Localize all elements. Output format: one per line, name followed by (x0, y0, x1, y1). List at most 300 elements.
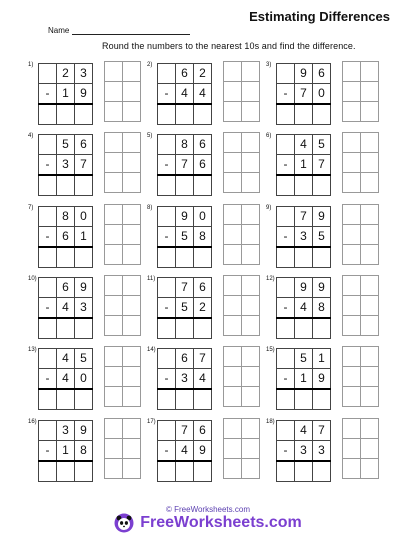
problem-17 (147, 419, 267, 482)
problem-number: 2) (147, 62, 153, 68)
problem-1 (28, 62, 148, 125)
estimate-cell[interactable] (105, 62, 123, 82)
estimate-cell[interactable] (343, 82, 361, 102)
answer-cell[interactable] (75, 104, 93, 125)
estimate-cell[interactable] (105, 347, 123, 367)
bottom-tens-digit: 4 (176, 441, 194, 462)
bottom-ones-digit: 8 (194, 227, 212, 248)
estimate-cell[interactable] (224, 439, 242, 459)
top-tens-digit: 4 (57, 349, 75, 369)
estimate-cell[interactable] (123, 439, 141, 459)
estimate-cell[interactable] (105, 173, 123, 193)
minus-sign: - (39, 227, 57, 248)
answer-cell[interactable] (176, 104, 194, 125)
top-ones-digit: 9 (313, 207, 331, 227)
subtraction-grid (276, 63, 331, 125)
estimate-cell[interactable] (343, 133, 361, 153)
estimate-cell[interactable] (361, 133, 379, 153)
estimate-cell[interactable] (361, 419, 379, 439)
answer-cell[interactable] (176, 389, 194, 410)
bottom-tens-digit: 6 (57, 227, 75, 248)
estimate-cell[interactable] (224, 367, 242, 387)
answer-cell[interactable] (313, 247, 331, 268)
problem-number: 7) (28, 205, 34, 211)
brand-name[interactable]: FreeWorksheets.com (140, 514, 302, 531)
answer-cell[interactable] (158, 175, 176, 196)
answer-cell[interactable] (158, 104, 176, 125)
problem-number: 17) (147, 419, 156, 425)
estimate-cell[interactable] (242, 347, 260, 367)
empty-cell (277, 421, 295, 441)
estimate-grid (223, 132, 260, 193)
top-ones-digit: 6 (194, 421, 212, 441)
estimate-grid (342, 204, 379, 265)
bottom-ones-digit: 4 (194, 369, 212, 390)
minus-sign: - (158, 227, 176, 248)
empty-cell (277, 207, 295, 227)
estimate-cell[interactable] (123, 387, 141, 407)
estimate-cell[interactable] (123, 153, 141, 173)
estimate-cell[interactable] (105, 439, 123, 459)
estimate-cell[interactable] (105, 82, 123, 102)
answer-cell[interactable] (75, 247, 93, 268)
answer-cell[interactable] (194, 461, 212, 482)
estimate-cell[interactable] (242, 276, 260, 296)
estimate-cell[interactable] (343, 276, 361, 296)
subtraction-grid (276, 206, 331, 268)
estimate-cell[interactable] (242, 153, 260, 173)
top-ones-digit: 5 (313, 135, 331, 155)
estimate-cell[interactable] (105, 459, 123, 479)
empty-cell (158, 349, 176, 369)
top-ones-digit: 0 (194, 207, 212, 227)
answer-cell[interactable] (295, 389, 313, 410)
empty-cell (277, 64, 295, 84)
problem-3 (266, 62, 386, 125)
problem-2 (147, 62, 267, 125)
footer-brand (0, 513, 416, 533)
empty-cell (39, 64, 57, 84)
estimate-cell[interactable] (105, 245, 123, 265)
problem-10 (28, 276, 148, 339)
estimate-grid (223, 346, 260, 407)
bottom-ones-digit: 6 (194, 155, 212, 176)
estimate-cell[interactable] (242, 173, 260, 193)
estimate-cell[interactable] (242, 205, 260, 225)
minus-sign: - (39, 441, 57, 462)
subtraction-grid (38, 277, 93, 339)
estimate-cell[interactable] (224, 459, 242, 479)
minus-sign: - (277, 298, 295, 319)
estimate-cell[interactable] (224, 387, 242, 407)
bottom-tens-digit: 7 (176, 155, 194, 176)
top-tens-digit: 8 (57, 207, 75, 227)
estimate-cell[interactable] (361, 459, 379, 479)
empty-cell (277, 278, 295, 298)
empty-cell (158, 64, 176, 84)
estimate-cell[interactable] (361, 102, 379, 122)
answer-cell[interactable] (57, 389, 75, 410)
estimate-cell[interactable] (224, 82, 242, 102)
estimate-cell[interactable] (242, 316, 260, 336)
answer-cell[interactable] (39, 104, 57, 125)
estimate-cell[interactable] (361, 153, 379, 173)
estimate-cell[interactable] (242, 459, 260, 479)
top-tens-digit: 6 (176, 64, 194, 84)
answer-cell[interactable] (176, 247, 194, 268)
top-ones-digit: 6 (194, 135, 212, 155)
estimate-cell[interactable] (105, 419, 123, 439)
estimate-cell[interactable] (123, 225, 141, 245)
estimate-cell[interactable] (343, 459, 361, 479)
top-tens-digit: 6 (57, 278, 75, 298)
answer-cell[interactable] (57, 461, 75, 482)
answer-cell[interactable] (75, 389, 93, 410)
estimate-cell[interactable] (242, 133, 260, 153)
top-tens-digit: 7 (176, 278, 194, 298)
estimate-cell[interactable] (224, 62, 242, 82)
answer-cell[interactable] (295, 104, 313, 125)
answer-cell[interactable] (295, 175, 313, 196)
estimate-cell[interactable] (242, 82, 260, 102)
minus-sign: - (277, 369, 295, 390)
estimate-cell[interactable] (343, 347, 361, 367)
subtraction-grid (157, 206, 212, 268)
answer-cell[interactable] (277, 318, 295, 339)
answer-cell[interactable] (313, 389, 331, 410)
estimate-cell[interactable] (343, 296, 361, 316)
answer-cell[interactable] (313, 461, 331, 482)
answer-cell[interactable] (39, 389, 57, 410)
top-ones-digit: 9 (75, 421, 93, 441)
estimate-cell[interactable] (361, 439, 379, 459)
problem-7 (28, 205, 148, 268)
problem-5 (147, 133, 267, 196)
estimate-grid (223, 61, 260, 122)
top-ones-digit: 0 (75, 207, 93, 227)
problem-number: 4) (28, 133, 34, 139)
top-ones-digit: 7 (194, 349, 212, 369)
bottom-tens-digit: 4 (176, 84, 194, 105)
estimate-cell[interactable] (123, 296, 141, 316)
answer-cell[interactable] (194, 175, 212, 196)
estimate-cell[interactable] (343, 245, 361, 265)
estimate-cell[interactable] (123, 347, 141, 367)
answer-cell[interactable] (158, 461, 176, 482)
subtraction-grid (157, 420, 212, 482)
answer-cell[interactable] (39, 318, 57, 339)
problem-number: 5) (147, 133, 153, 139)
bottom-tens-digit: 4 (57, 298, 75, 319)
estimate-cell[interactable] (224, 225, 242, 245)
answer-cell[interactable] (57, 318, 75, 339)
estimate-grid (223, 418, 260, 479)
bottom-tens-digit: 1 (57, 441, 75, 462)
bottom-tens-digit: 1 (295, 155, 313, 176)
answer-cell[interactable] (176, 461, 194, 482)
answer-cell[interactable] (158, 318, 176, 339)
answer-cell[interactable] (75, 461, 93, 482)
estimate-cell[interactable] (123, 459, 141, 479)
estimate-cell[interactable] (123, 367, 141, 387)
estimate-grid (104, 418, 141, 479)
estimate-cell[interactable] (123, 205, 141, 225)
top-tens-digit: 5 (57, 135, 75, 155)
problem-number: 15) (266, 347, 275, 353)
bottom-ones-digit: 9 (313, 369, 331, 390)
estimate-cell[interactable] (224, 205, 242, 225)
subtraction-grid (276, 277, 331, 339)
subtraction-grid (38, 134, 93, 196)
estimate-cell[interactable] (105, 133, 123, 153)
answer-cell[interactable] (176, 175, 194, 196)
estimate-cell[interactable] (105, 225, 123, 245)
problem-13 (28, 347, 148, 410)
estimate-cell[interactable] (105, 276, 123, 296)
estimate-cell[interactable] (123, 133, 141, 153)
estimate-grid (223, 275, 260, 336)
answer-cell[interactable] (313, 175, 331, 196)
estimate-cell[interactable] (224, 153, 242, 173)
bottom-ones-digit: 3 (75, 298, 93, 319)
problem-number: 8) (147, 205, 153, 211)
estimate-cell[interactable] (242, 225, 260, 245)
estimate-cell[interactable] (242, 296, 260, 316)
subtraction-grid (157, 134, 212, 196)
answer-cell[interactable] (277, 247, 295, 268)
answer-cell[interactable] (57, 175, 75, 196)
bottom-tens-digit: 1 (295, 369, 313, 390)
estimate-cell[interactable] (361, 225, 379, 245)
subtraction-grid (157, 277, 212, 339)
problem-number: 12) (266, 276, 275, 282)
estimate-cell[interactable] (242, 419, 260, 439)
bottom-tens-digit: 3 (295, 227, 313, 248)
problem-18 (266, 419, 386, 482)
answer-cell[interactable] (277, 461, 295, 482)
estimate-grid (342, 275, 379, 336)
answer-cell[interactable] (194, 104, 212, 125)
answer-cell[interactable] (39, 247, 57, 268)
subtraction-grid (157, 63, 212, 125)
answer-cell[interactable] (277, 175, 295, 196)
answer-cell[interactable] (39, 461, 57, 482)
problem-number: 9) (266, 205, 272, 211)
problem-6 (266, 133, 386, 196)
footer-url[interactable]: © FreeWorksheets.com (166, 505, 250, 514)
problem-11 (147, 276, 267, 339)
estimate-cell[interactable] (224, 173, 242, 193)
bottom-ones-digit: 9 (194, 441, 212, 462)
estimate-cell[interactable] (123, 276, 141, 296)
estimate-cell[interactable] (361, 276, 379, 296)
estimate-cell[interactable] (105, 367, 123, 387)
estimate-cell[interactable] (343, 367, 361, 387)
problem-number: 10) (28, 276, 37, 282)
estimate-grid (342, 418, 379, 479)
answer-cell[interactable] (57, 247, 75, 268)
answer-cell[interactable] (57, 104, 75, 125)
estimate-cell[interactable] (361, 367, 379, 387)
bottom-tens-digit: 3 (295, 441, 313, 462)
top-tens-digit: 5 (295, 349, 313, 369)
answer-cell[interactable] (194, 247, 212, 268)
answer-cell[interactable] (295, 247, 313, 268)
estimate-cell[interactable] (343, 62, 361, 82)
estimate-cell[interactable] (361, 245, 379, 265)
estimate-cell[interactable] (361, 296, 379, 316)
minus-sign: - (158, 84, 176, 105)
problem-4 (28, 133, 148, 196)
estimate-cell[interactable] (361, 62, 379, 82)
estimate-cell[interactable] (242, 62, 260, 82)
subtraction-grid (38, 206, 93, 268)
estimate-cell[interactable] (361, 173, 379, 193)
top-ones-digit: 6 (75, 135, 93, 155)
subtraction-grid (38, 348, 93, 410)
top-tens-digit: 7 (176, 421, 194, 441)
estimate-grid (104, 275, 141, 336)
estimate-cell[interactable] (105, 153, 123, 173)
estimate-cell[interactable] (224, 419, 242, 439)
empty-cell (158, 421, 176, 441)
estimate-cell[interactable] (105, 296, 123, 316)
estimate-cell[interactable] (224, 316, 242, 336)
answer-cell[interactable] (194, 318, 212, 339)
subtraction-grid (157, 348, 212, 410)
subtraction-grid (38, 63, 93, 125)
top-tens-digit: 6 (176, 349, 194, 369)
estimate-cell[interactable] (123, 173, 141, 193)
estimate-cell[interactable] (242, 387, 260, 407)
worksheet-title: Estimating Differences (249, 9, 390, 24)
estimate-cell[interactable] (361, 387, 379, 407)
minus-sign: - (277, 441, 295, 462)
empty-cell (39, 349, 57, 369)
estimate-grid (342, 132, 379, 193)
estimate-cell[interactable] (361, 82, 379, 102)
estimate-cell[interactable] (343, 387, 361, 407)
answer-cell[interactable] (295, 318, 313, 339)
estimate-cell[interactable] (105, 316, 123, 336)
panda-icon (114, 513, 134, 533)
estimate-cell[interactable] (242, 439, 260, 459)
estimate-cell[interactable] (343, 225, 361, 245)
problem-number: 6) (266, 133, 272, 139)
estimate-cell[interactable] (123, 245, 141, 265)
estimate-cell[interactable] (224, 347, 242, 367)
estimate-cell[interactable] (343, 153, 361, 173)
estimate-cell[interactable] (361, 205, 379, 225)
estimate-cell[interactable] (123, 62, 141, 82)
estimate-cell[interactable] (224, 102, 242, 122)
answer-cell[interactable] (158, 389, 176, 410)
estimate-cell[interactable] (343, 102, 361, 122)
estimate-cell[interactable] (343, 205, 361, 225)
answer-cell[interactable] (75, 318, 93, 339)
top-tens-digit: 4 (295, 421, 313, 441)
minus-sign: - (39, 155, 57, 176)
estimate-cell[interactable] (123, 316, 141, 336)
estimate-cell[interactable] (242, 367, 260, 387)
top-tens-digit: 3 (57, 421, 75, 441)
estimate-cell[interactable] (224, 245, 242, 265)
minus-sign: - (158, 298, 176, 319)
estimate-cell[interactable] (343, 173, 361, 193)
estimate-cell[interactable] (105, 102, 123, 122)
empty-cell (39, 278, 57, 298)
top-ones-digit: 2 (194, 64, 212, 84)
top-tens-digit: 2 (57, 64, 75, 84)
bottom-ones-digit: 0 (75, 369, 93, 390)
estimate-grid (104, 346, 141, 407)
minus-sign: - (39, 298, 57, 319)
answer-cell[interactable] (158, 247, 176, 268)
problem-8 (147, 205, 267, 268)
top-tens-digit: 8 (176, 135, 194, 155)
estimate-cell[interactable] (242, 102, 260, 122)
estimate-cell[interactable] (242, 245, 260, 265)
answer-cell[interactable] (277, 389, 295, 410)
bottom-ones-digit: 1 (75, 227, 93, 248)
estimate-cell[interactable] (224, 296, 242, 316)
estimate-cell[interactable] (105, 387, 123, 407)
answer-cell[interactable] (313, 104, 331, 125)
minus-sign: - (39, 84, 57, 105)
minus-sign: - (158, 369, 176, 390)
problem-number: 14) (147, 347, 156, 353)
answer-cell[interactable] (75, 175, 93, 196)
problem-number: 13) (28, 347, 37, 353)
answer-cell[interactable] (313, 318, 331, 339)
estimate-cell[interactable] (123, 102, 141, 122)
estimate-cell[interactable] (343, 439, 361, 459)
top-tens-digit: 9 (295, 278, 313, 298)
answer-cell[interactable] (295, 461, 313, 482)
estimate-cell[interactable] (224, 133, 242, 153)
answer-cell[interactable] (277, 104, 295, 125)
estimate-grid (223, 204, 260, 265)
bottom-ones-digit: 2 (194, 298, 212, 319)
instructions: Round the numbers to the nearest 10s and find the difference. (102, 41, 356, 51)
estimate-cell[interactable] (123, 419, 141, 439)
estimate-cell[interactable] (361, 316, 379, 336)
minus-sign: - (277, 155, 295, 176)
estimate-cell[interactable] (343, 316, 361, 336)
estimate-cell[interactable] (123, 82, 141, 102)
estimate-cell[interactable] (224, 276, 242, 296)
name-field[interactable] (72, 26, 190, 35)
estimate-grid (342, 61, 379, 122)
estimate-cell[interactable] (105, 205, 123, 225)
bottom-tens-digit: 3 (176, 369, 194, 390)
top-ones-digit: 6 (313, 64, 331, 84)
bottom-ones-digit: 4 (194, 84, 212, 105)
problem-number: 3) (266, 62, 272, 68)
answer-cell[interactable] (176, 318, 194, 339)
top-ones-digit: 3 (75, 64, 93, 84)
answer-cell[interactable] (39, 175, 57, 196)
problem-16 (28, 419, 148, 482)
top-ones-digit: 9 (75, 278, 93, 298)
problem-12 (266, 276, 386, 339)
estimate-cell[interactable] (361, 347, 379, 367)
bottom-ones-digit: 9 (75, 84, 93, 105)
problem-number: 11) (147, 276, 156, 282)
name-row (48, 26, 190, 35)
estimate-cell[interactable] (343, 419, 361, 439)
answer-cell[interactable] (194, 389, 212, 410)
